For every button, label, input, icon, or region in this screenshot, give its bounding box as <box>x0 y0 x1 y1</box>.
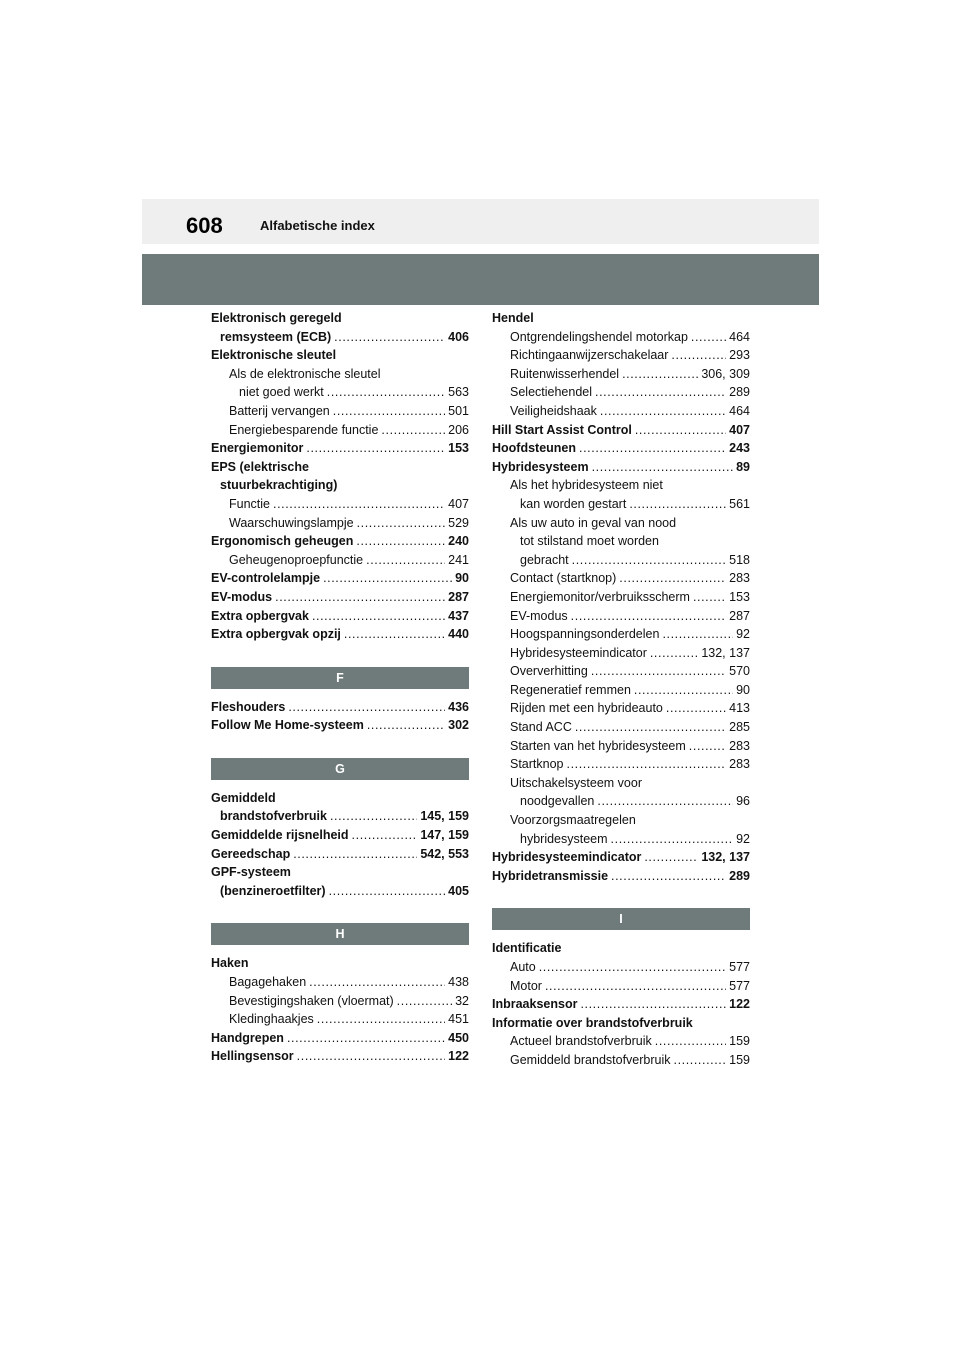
index-entry <box>492 365 750 384</box>
dot-leader <box>662 625 733 644</box>
page-reference: 289 <box>729 385 750 400</box>
index-entry <box>492 551 750 570</box>
page-reference: 159 <box>729 1052 750 1067</box>
letter-heading: H <box>211 923 469 945</box>
index-term: Gemiddeld brandstofverbruik <box>510 1052 671 1067</box>
index-entry <box>211 383 469 402</box>
index-entry <box>211 992 469 1011</box>
spacer <box>211 780 469 789</box>
index-entry <box>492 1032 750 1051</box>
page-reference: 206 <box>448 422 469 437</box>
page-reference: 285 <box>729 720 750 735</box>
index-entry <box>211 882 469 901</box>
index-entry <box>492 811 750 830</box>
index-entry <box>492 755 750 774</box>
index-entry <box>211 716 469 735</box>
page-reference: 451 <box>448 1012 469 1027</box>
index-entry <box>492 532 750 551</box>
index-entry <box>492 830 750 849</box>
index-term: Voorzorgsmaatregelen <box>510 813 636 828</box>
dot-leader <box>671 346 726 365</box>
index-entry <box>211 514 469 533</box>
index-entry <box>211 863 469 882</box>
index-entry <box>492 792 750 811</box>
index-term: Elektronisch geregeld <box>211 311 342 325</box>
index-term: Ruitenwisserhendel <box>510 366 620 381</box>
page-reference: 287 <box>448 589 469 604</box>
page-reference: 92 <box>736 627 750 642</box>
page-reference: 145, 159 <box>420 809 469 824</box>
index-entry <box>492 995 750 1014</box>
index-entry <box>211 346 469 365</box>
index-term: noodgevallen <box>520 794 595 809</box>
page-reference: 283 <box>729 738 750 753</box>
index-entry <box>492 328 750 347</box>
page-reference: 293 <box>729 348 750 363</box>
dot-leader <box>644 848 698 867</box>
index-term: Batterij vervangen <box>229 403 330 418</box>
dot-leader <box>567 755 727 774</box>
dot-leader <box>693 588 726 607</box>
page-reference: 450 <box>448 1030 469 1045</box>
page-reference: 407 <box>729 422 750 437</box>
index-entry <box>492 569 750 588</box>
index-term: Kledinghaakjes <box>229 1012 314 1027</box>
dot-leader <box>356 532 445 551</box>
page-reference: 570 <box>729 664 750 679</box>
index-entry <box>211 495 469 514</box>
index-term: Hybridetransmissie <box>492 868 609 883</box>
dot-leader <box>545 977 726 996</box>
index-entry <box>492 977 750 996</box>
dot-leader <box>367 716 445 735</box>
dot-leader <box>381 421 445 440</box>
page-reference: 561 <box>729 496 750 511</box>
index-term: Waarschuwingslampje <box>229 515 354 530</box>
letter-heading: I <box>492 908 750 930</box>
page-reference: 464 <box>729 329 750 344</box>
index-term: Functie <box>229 496 270 511</box>
index-entry <box>492 495 750 514</box>
index-entry <box>492 383 750 402</box>
dot-leader <box>539 958 726 977</box>
index-entry <box>211 439 469 458</box>
index-entry <box>492 421 750 440</box>
page-reference: 153 <box>448 441 469 456</box>
index-term: remsysteem (ECB) <box>220 329 332 344</box>
index-term: Energiebesparende functie <box>229 422 379 437</box>
index-entry <box>211 789 469 808</box>
page-reference: 122 <box>729 997 750 1012</box>
page-reference: 240 <box>448 534 469 549</box>
page-reference: 147, 159 <box>420 828 469 843</box>
index-entry <box>211 1029 469 1048</box>
index-term: hybridesysteem <box>520 831 608 846</box>
index-entry <box>211 807 469 826</box>
index-entry <box>211 588 469 607</box>
index-entry <box>492 476 750 495</box>
dot-leader <box>622 365 698 384</box>
index-entry <box>492 514 750 533</box>
dot-leader <box>333 402 445 421</box>
index-term: Ontgrendelingshendel motorkap <box>510 329 688 344</box>
index-entry <box>492 607 750 626</box>
index-term: Oververhitting <box>510 664 588 679</box>
index-entry <box>211 328 469 347</box>
dot-leader <box>580 995 726 1014</box>
index-term: Hybridesysteem <box>492 459 589 474</box>
dot-leader <box>689 737 726 756</box>
index-term: Fleshouders <box>211 699 286 714</box>
dot-leader <box>592 458 734 477</box>
index-entry <box>492 681 750 700</box>
page-reference: 302 <box>448 718 469 733</box>
index-entry <box>211 625 469 644</box>
index-term: niet goed werkt <box>239 385 324 400</box>
page-reference: 289 <box>729 868 750 883</box>
page-reference: 241 <box>448 552 469 567</box>
index-term: EV-modus <box>211 589 273 604</box>
index-entry <box>211 1010 469 1029</box>
index-term: tot stilstand moet worden <box>520 534 659 549</box>
page-reference: 90 <box>455 571 469 586</box>
index-entry <box>492 737 750 756</box>
index-entry <box>492 309 750 328</box>
index-term: Energiemonitor <box>211 441 304 456</box>
index-term: Als uw auto in geval van nood <box>510 515 677 530</box>
index-term: Elektronische sleutel <box>211 348 337 363</box>
index-term: Hill Start Assist Control <box>492 422 632 437</box>
page-reference: 96 <box>736 794 750 809</box>
index-term: Starten van het hybridesysteem <box>510 738 686 753</box>
dot-leader <box>309 973 445 992</box>
index-term: EV-modus <box>510 608 568 623</box>
index-term: Uitschakelsysteem voor <box>510 775 642 790</box>
page-reference: 89 <box>736 459 750 474</box>
index-term: Haken <box>211 956 249 971</box>
index-term: brandstofverbruik <box>220 809 327 824</box>
dot-leader <box>344 625 445 644</box>
index-entry <box>211 476 469 495</box>
index-term: Auto <box>510 960 536 974</box>
page-reference: 283 <box>729 571 750 586</box>
dot-leader <box>635 421 726 440</box>
index-term: Hellingsensor <box>211 1049 294 1064</box>
page-reference: 413 <box>729 701 750 716</box>
index-entry <box>211 532 469 551</box>
dot-leader <box>273 495 445 514</box>
index-term: Hendel <box>492 311 534 325</box>
index-entry <box>492 662 750 681</box>
index-term: Actueel brandstofverbruik <box>510 1034 652 1049</box>
page-reference: 529 <box>448 515 469 530</box>
index-entry <box>492 402 750 421</box>
dot-leader <box>329 882 446 901</box>
dot-leader <box>275 588 445 607</box>
index-term: Contact (startknop) <box>510 571 617 586</box>
index-term: Als het hybridesysteem niet <box>510 478 663 493</box>
index-term: Ergonomisch geheugen <box>211 534 354 549</box>
spacer <box>211 689 469 698</box>
dot-leader <box>327 383 445 402</box>
index-entry <box>492 699 750 718</box>
index-term: Extra opbergvak <box>211 608 309 623</box>
index-term: Startknop <box>510 757 564 772</box>
index-term: kan worden gestart <box>520 496 627 511</box>
index-entry <box>492 458 750 477</box>
index-entry <box>211 551 469 570</box>
spacer <box>492 885 750 908</box>
letter-heading: F <box>211 667 469 689</box>
page-reference: 153 <box>729 589 750 604</box>
index-entry <box>211 845 469 864</box>
spacer <box>211 644 469 667</box>
spacer <box>492 930 750 939</box>
dot-leader <box>666 699 726 718</box>
dot-leader <box>334 328 445 347</box>
dot-leader <box>287 1029 445 1048</box>
index-entry <box>211 421 469 440</box>
dot-leader <box>600 402 726 421</box>
index-term: gebracht <box>520 552 569 567</box>
page-reference: 542, 553 <box>420 846 469 861</box>
page-reference: 92 <box>736 831 750 846</box>
index-term: Selectiehendel <box>510 385 593 400</box>
index-entry <box>211 1047 469 1066</box>
index-entry <box>211 698 469 717</box>
dot-leader <box>357 514 446 533</box>
index-entry <box>211 607 469 626</box>
index-entry <box>492 439 750 458</box>
index-entry <box>211 826 469 845</box>
page-reference: 287 <box>729 608 750 623</box>
dot-leader <box>312 607 445 626</box>
dot-leader <box>634 681 733 700</box>
index-entry <box>211 365 469 384</box>
dot-leader <box>297 1047 445 1066</box>
index-term: Richtingaanwijzerschakelaar <box>510 348 669 363</box>
index-term: EPS (elektrische <box>211 459 309 474</box>
page-reference: 90 <box>736 682 750 697</box>
header-bar <box>142 254 819 305</box>
index-term: Informatie over brandstofverbruik <box>492 1015 693 1030</box>
page-reference: 405 <box>448 883 469 898</box>
index-term: GPF-systeem <box>211 865 291 880</box>
section-title: Alfabetische index <box>260 218 375 233</box>
dot-leader <box>306 439 445 458</box>
index-entry <box>492 958 750 977</box>
dot-leader <box>575 718 726 737</box>
page-reference: 436 <box>448 699 469 714</box>
index-entry <box>211 954 469 973</box>
page-reference: 32 <box>455 993 469 1008</box>
dot-leader <box>691 328 726 347</box>
letter-heading: G <box>211 758 469 780</box>
page-reference: 132, 137 <box>701 850 750 865</box>
index-entry <box>492 867 750 886</box>
dot-leader <box>572 551 726 570</box>
dot-leader <box>591 662 726 681</box>
index-term: Veiligheidshaak <box>510 403 597 418</box>
index-term: EV-controlelampje <box>211 571 321 586</box>
index-term: Hybridesysteemindicator <box>510 645 647 660</box>
page-reference: 122 <box>448 1049 469 1064</box>
index-term: Gemiddeld <box>211 790 276 805</box>
header-band <box>142 199 819 244</box>
page-reference: 159 <box>729 1034 750 1049</box>
page-reference: 407 <box>448 496 469 511</box>
index-term: Als de elektronische sleutel <box>229 366 381 381</box>
dot-leader <box>397 992 452 1011</box>
dot-leader <box>366 551 445 570</box>
index-entry <box>492 588 750 607</box>
spacer <box>211 900 469 923</box>
dot-leader <box>655 1032 726 1051</box>
page-reference: 437 <box>448 608 469 623</box>
index-term: Gemiddelde rijsnelheid <box>211 828 349 843</box>
index-entry <box>492 848 750 867</box>
page-reference: 406 <box>448 329 469 344</box>
index-entry <box>211 569 469 588</box>
dot-leader <box>611 830 734 849</box>
index-term: Handgrepen <box>211 1030 284 1045</box>
dot-leader <box>330 807 417 826</box>
index-entry <box>492 718 750 737</box>
index-term: Follow Me Home-systeem <box>211 718 364 733</box>
index-entry <box>492 1014 750 1033</box>
index-column-left <box>211 309 469 1066</box>
page-reference: 132, 137 <box>701 645 750 660</box>
index-entry <box>211 458 469 477</box>
index-column-right <box>492 309 750 1070</box>
page-reference: 283 <box>729 757 750 772</box>
index-term: Motor <box>510 978 542 993</box>
dot-leader <box>629 495 726 514</box>
dot-leader <box>597 792 733 811</box>
index-term: Identificatie <box>492 941 562 956</box>
dot-leader <box>650 644 698 663</box>
index-term: Extra opbergvak opzij <box>211 627 341 642</box>
page-reference: 438 <box>448 975 469 990</box>
index-term: (benzineroetfilter) <box>220 883 326 898</box>
page-reference: 306, 309 <box>701 366 750 381</box>
index-term: Hoofdsteunen <box>492 441 577 456</box>
dot-leader <box>317 1010 445 1029</box>
index-entry <box>492 625 750 644</box>
index-entry <box>211 973 469 992</box>
dot-leader <box>288 698 445 717</box>
dot-leader <box>619 569 726 588</box>
index-term: Rijden met een hybrideauto <box>510 701 663 716</box>
dot-leader <box>293 845 417 864</box>
index-entry <box>492 1051 750 1070</box>
index-entry <box>492 939 750 958</box>
page-reference: 518 <box>729 552 750 567</box>
spacer <box>211 735 469 758</box>
index-term: Bagagehaken <box>229 975 307 990</box>
index-term: Hybridesysteemindicator <box>492 850 642 865</box>
page-reference: 577 <box>729 978 750 993</box>
index-entry <box>492 346 750 365</box>
index-term: Energiemonitor/verbruiksscherm <box>510 589 690 604</box>
page-reference: 440 <box>448 627 469 642</box>
page-reference: 563 <box>448 385 469 400</box>
page-reference: 243 <box>729 441 750 456</box>
dot-leader <box>674 1051 727 1070</box>
index-term: Bevestigingshaken (vloermat) <box>229 993 394 1008</box>
dot-leader <box>323 569 452 588</box>
index-term: stuurbekrachtiging) <box>220 478 338 493</box>
index-entry <box>492 644 750 663</box>
page-reference: 464 <box>729 403 750 418</box>
index-term: Regeneratief remmen <box>510 682 631 697</box>
page-number: 608 <box>186 213 223 238</box>
index-term: Stand ACC <box>510 720 572 735</box>
dot-leader <box>595 383 726 402</box>
index-term: Geheugenoproepfunctie <box>229 552 364 567</box>
index-term: Gereedschap <box>211 846 291 861</box>
page-reference: 501 <box>448 403 469 418</box>
dot-leader <box>571 607 726 626</box>
index-entry <box>211 402 469 421</box>
dot-leader <box>611 867 726 886</box>
index-entry <box>492 774 750 793</box>
dot-leader <box>352 826 418 845</box>
index-term: Hoogspanningsonderdelen <box>510 627 660 642</box>
index-entry <box>211 309 469 328</box>
spacer <box>211 945 469 954</box>
index-term: Inbraaksensor <box>492 997 578 1012</box>
page-reference: 577 <box>729 960 750 974</box>
dot-leader <box>579 439 726 458</box>
